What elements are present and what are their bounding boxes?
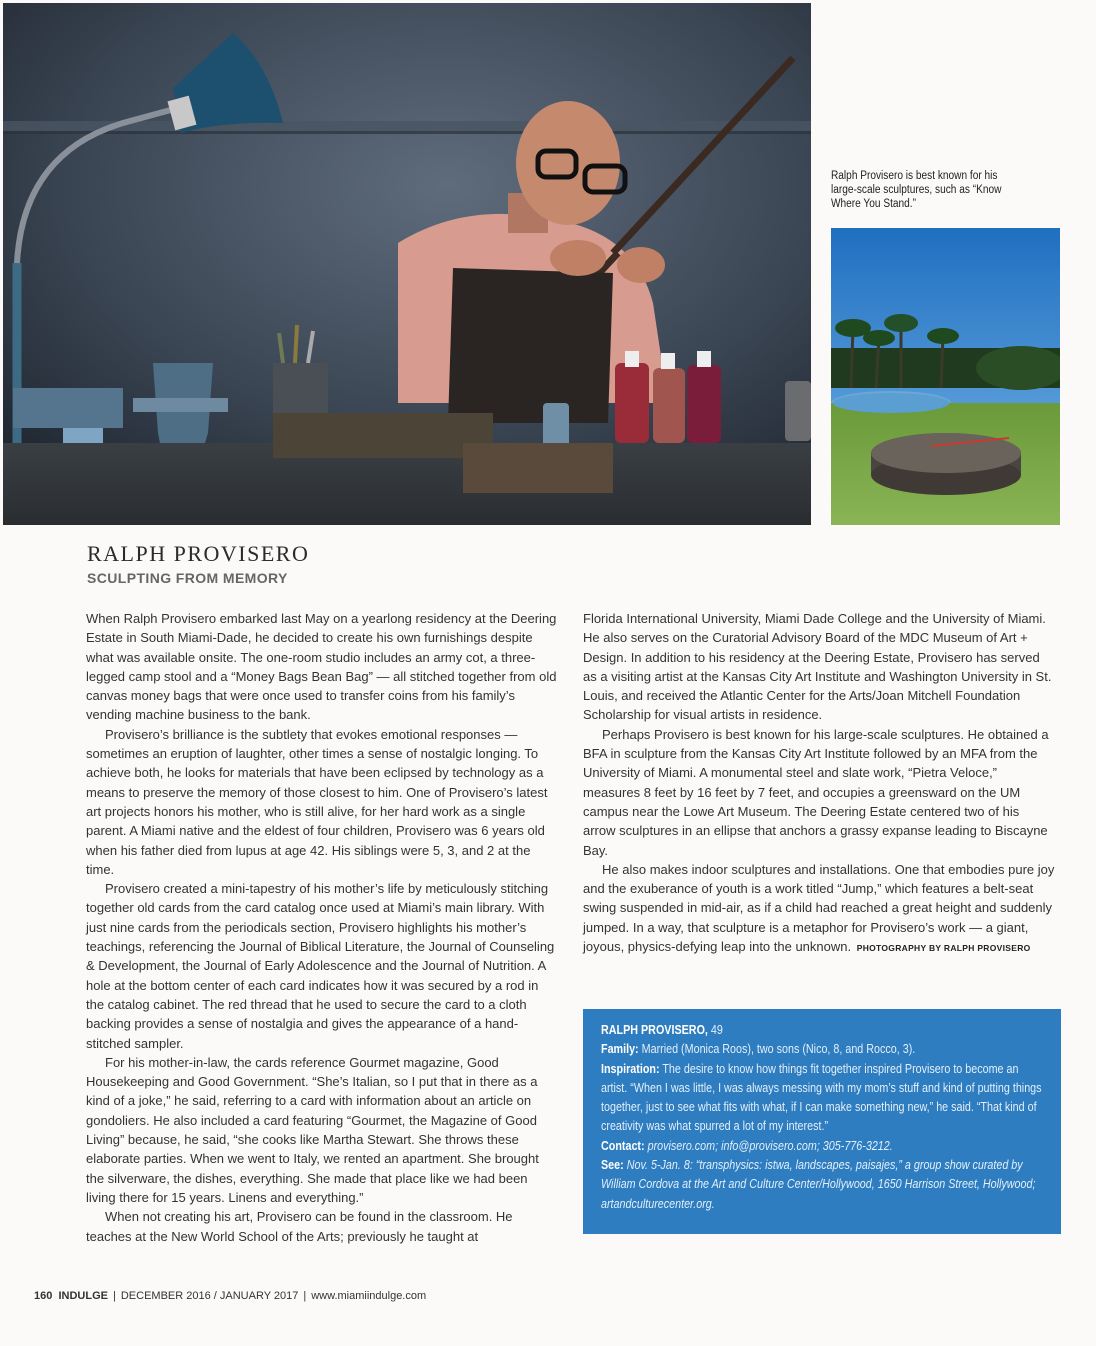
website: www.miamiindulge.com xyxy=(311,1290,427,1302)
paragraph: When Ralph Provisero embarked last May on a yearlong residency at the Deering Estate in South Miami-Dade, he decided to create his own furnishings despite what was available onsite. The one-room studio includes an army cot, a three-legged camp stool and a “Money Bags Bean Bag” — all stitched together from old canvas money bags that were once used to transfer coins from his family’s vending machine business to the bank. xyxy=(86,611,557,723)
info-see-line xyxy=(601,1156,1042,1214)
photo-credit: PHOTOGRAPHY BY RALPH PROVISERO xyxy=(856,943,1031,954)
info-age: 49 xyxy=(710,1023,723,1037)
page-number: 160 xyxy=(34,1290,53,1302)
footer-divider: | xyxy=(112,1290,116,1302)
paragraph-last xyxy=(583,860,1055,958)
studio-photo-illustration xyxy=(3,3,811,525)
info-family-label: Family: xyxy=(601,1042,639,1057)
side-photo-caption xyxy=(831,169,1020,211)
profile-info-box xyxy=(583,1009,1061,1234)
article-subtitle: SCULPTING FROM MEMORY xyxy=(87,570,288,586)
footer-divider: | xyxy=(303,1290,307,1302)
info-name-line xyxy=(601,1021,1042,1040)
article-column-right xyxy=(583,609,1055,958)
paragraph: Perhaps Provisero is best known for his large-scale sculptures. He obtained a BFA in sculpture from the Kansas City Art Institute followed by an MFA from the University of Miami. A monumental steel and slate work, “Pietra Veloce,” measures 8 feet by 16 feet by 7 feet, and occupies a greensward on the UM campus near the Lowe Art Museum. The Deering Estate centered two of his arrow sculptures in an ellipse that anchors a grassy expanse leading to Biscayne Bay. xyxy=(583,726,1049,858)
info-see: Nov. 5-Jan. 8: “transphysics: istwa, landscapes, paisajes,” a group show curated by William Cordova at the Art and Culture Center/Hollywood, 1650 Harrison Street, Hollywood; artandculturecenter.org. xyxy=(601,1158,1036,1211)
info-contact-line xyxy=(601,1137,1042,1156)
info-family-line xyxy=(601,1040,1042,1059)
info-inspiration-label: Inspiration: xyxy=(601,1061,660,1076)
magazine-name: INDULGE xyxy=(58,1290,108,1302)
info-contact: provisero.com; info@provisero.com; 305-776-3212. xyxy=(647,1138,893,1153)
issue-date: DECEMBER 2016 / JANUARY 2017 xyxy=(120,1290,299,1302)
page-footer xyxy=(34,1290,426,1302)
paragraph: For his mother-in-law, the cards reference Gourmet magazine, Good Housekeeping and Good Government. “She’s Italian, so I put that in there as a kind of a joke,” he said, referring to a card with information about an article on gondoliers. He also included a card featuring “Gourmet, the Magazine of Good Living” because, he said, “she cooks like Martha Stewart. She throws these elaborate parties. When we went to Italy, we rented an apartment. She brought the silverware, the dishes, everything. She made that place like we had been living there for 15 years. Linens and everything.” xyxy=(86,1054,539,1205)
paragraph: Provisero’s brilliance is the subtlety that evokes emotional responses — sometimes an eruption of laughter, other times a sense of nostalgic longing. To achieve both, he looks for materials that have been eclipsed by technology as a means to preserve the memory of those closest to him. One of Provisero’s latest art projects honors his mother, who is still alive, for her hard work as a single parent. A Miami native and the eldest of four children, Provisero was 6 years old when his father died from lupus at age 42. His siblings were 5, 3, and 2 at the time. xyxy=(86,726,548,877)
info-family: Married (Monica Roos), two sons (Nico, 8, and Rocco, 3). xyxy=(641,1042,916,1057)
studio-photo xyxy=(3,3,811,525)
info-inspiration: The desire to know how things fit together inspired Provisero to become an artist. “When I was little, I was always messing with my mom’s stuff and kind of putting things together, just to see what fits with what, if I can make something new,” he said. “That kind of creativity was what spurred a lot of my interest.” xyxy=(601,1061,1042,1134)
paragraph: Florida International University, Miami Dade College and the University of Miami. He also serves on the Curatorial Advisory Board of the MDC Museum of Art + Design. In addition to his residency at the Deering Estate, Provisero has served as a visiting artist at the Kansas City Art Institute and Washington University in St. Louis, and received the Atlantic Center for the Arts/Joan Mitchell Foundation Scholarship for visual artists in residence. xyxy=(583,611,1052,723)
article-title: RALPH PROVISERO xyxy=(87,541,310,566)
paragraph: When not creating his art, Provisero can be found in the classroom. He teaches at the New World School of the Arts; previously he taught at xyxy=(86,1209,513,1244)
info-contact-label: Contact: xyxy=(601,1138,645,1153)
sculpture-photo-illustration xyxy=(831,228,1060,525)
paragraph-text: He also makes indoor sculptures and installations. One that embodies pure joy and the exuberance of youth is a work titled “Jump,” which features a belt-seat swing suspended in mid-air, as if a child had reached a great height and suddenly jumped. In a way, that sculpture is a metaphor for Provisero’s work — a giant, joyous, physics-defying leap into the unknown. xyxy=(583,861,1055,955)
info-name: RALPH PROVISERO, xyxy=(601,1023,708,1037)
caption-text: Ralph Provisero is best known for his large-scale sculptures, such as “Know Where You Stand.” xyxy=(831,170,1002,210)
paragraph: Provisero created a mini-tapestry of his mother’s life by meticulously stitching together old cards from the card catalog once used at Miami’s main library. With just nine cards from the periodicals section, Provisero highlights his mother’s teachings, referencing the Journal of Biblical Literature, the Journal of Counseling & Development, the Journal of Early Adolescence and the Journal of Nutrition. A hole at the bottom center of each card indicates how it was secured by a rod in the catalog cabinet. The red thread that he used to secure the card to a cloth backing provides a sense of nostalgia and gives the appearance of a hand-stitched sampler. xyxy=(86,881,555,1051)
article-column-left xyxy=(86,609,558,1246)
info-see-label: See: xyxy=(601,1158,624,1173)
info-inspiration-line xyxy=(601,1060,1042,1137)
sculpture-photo xyxy=(831,228,1060,525)
